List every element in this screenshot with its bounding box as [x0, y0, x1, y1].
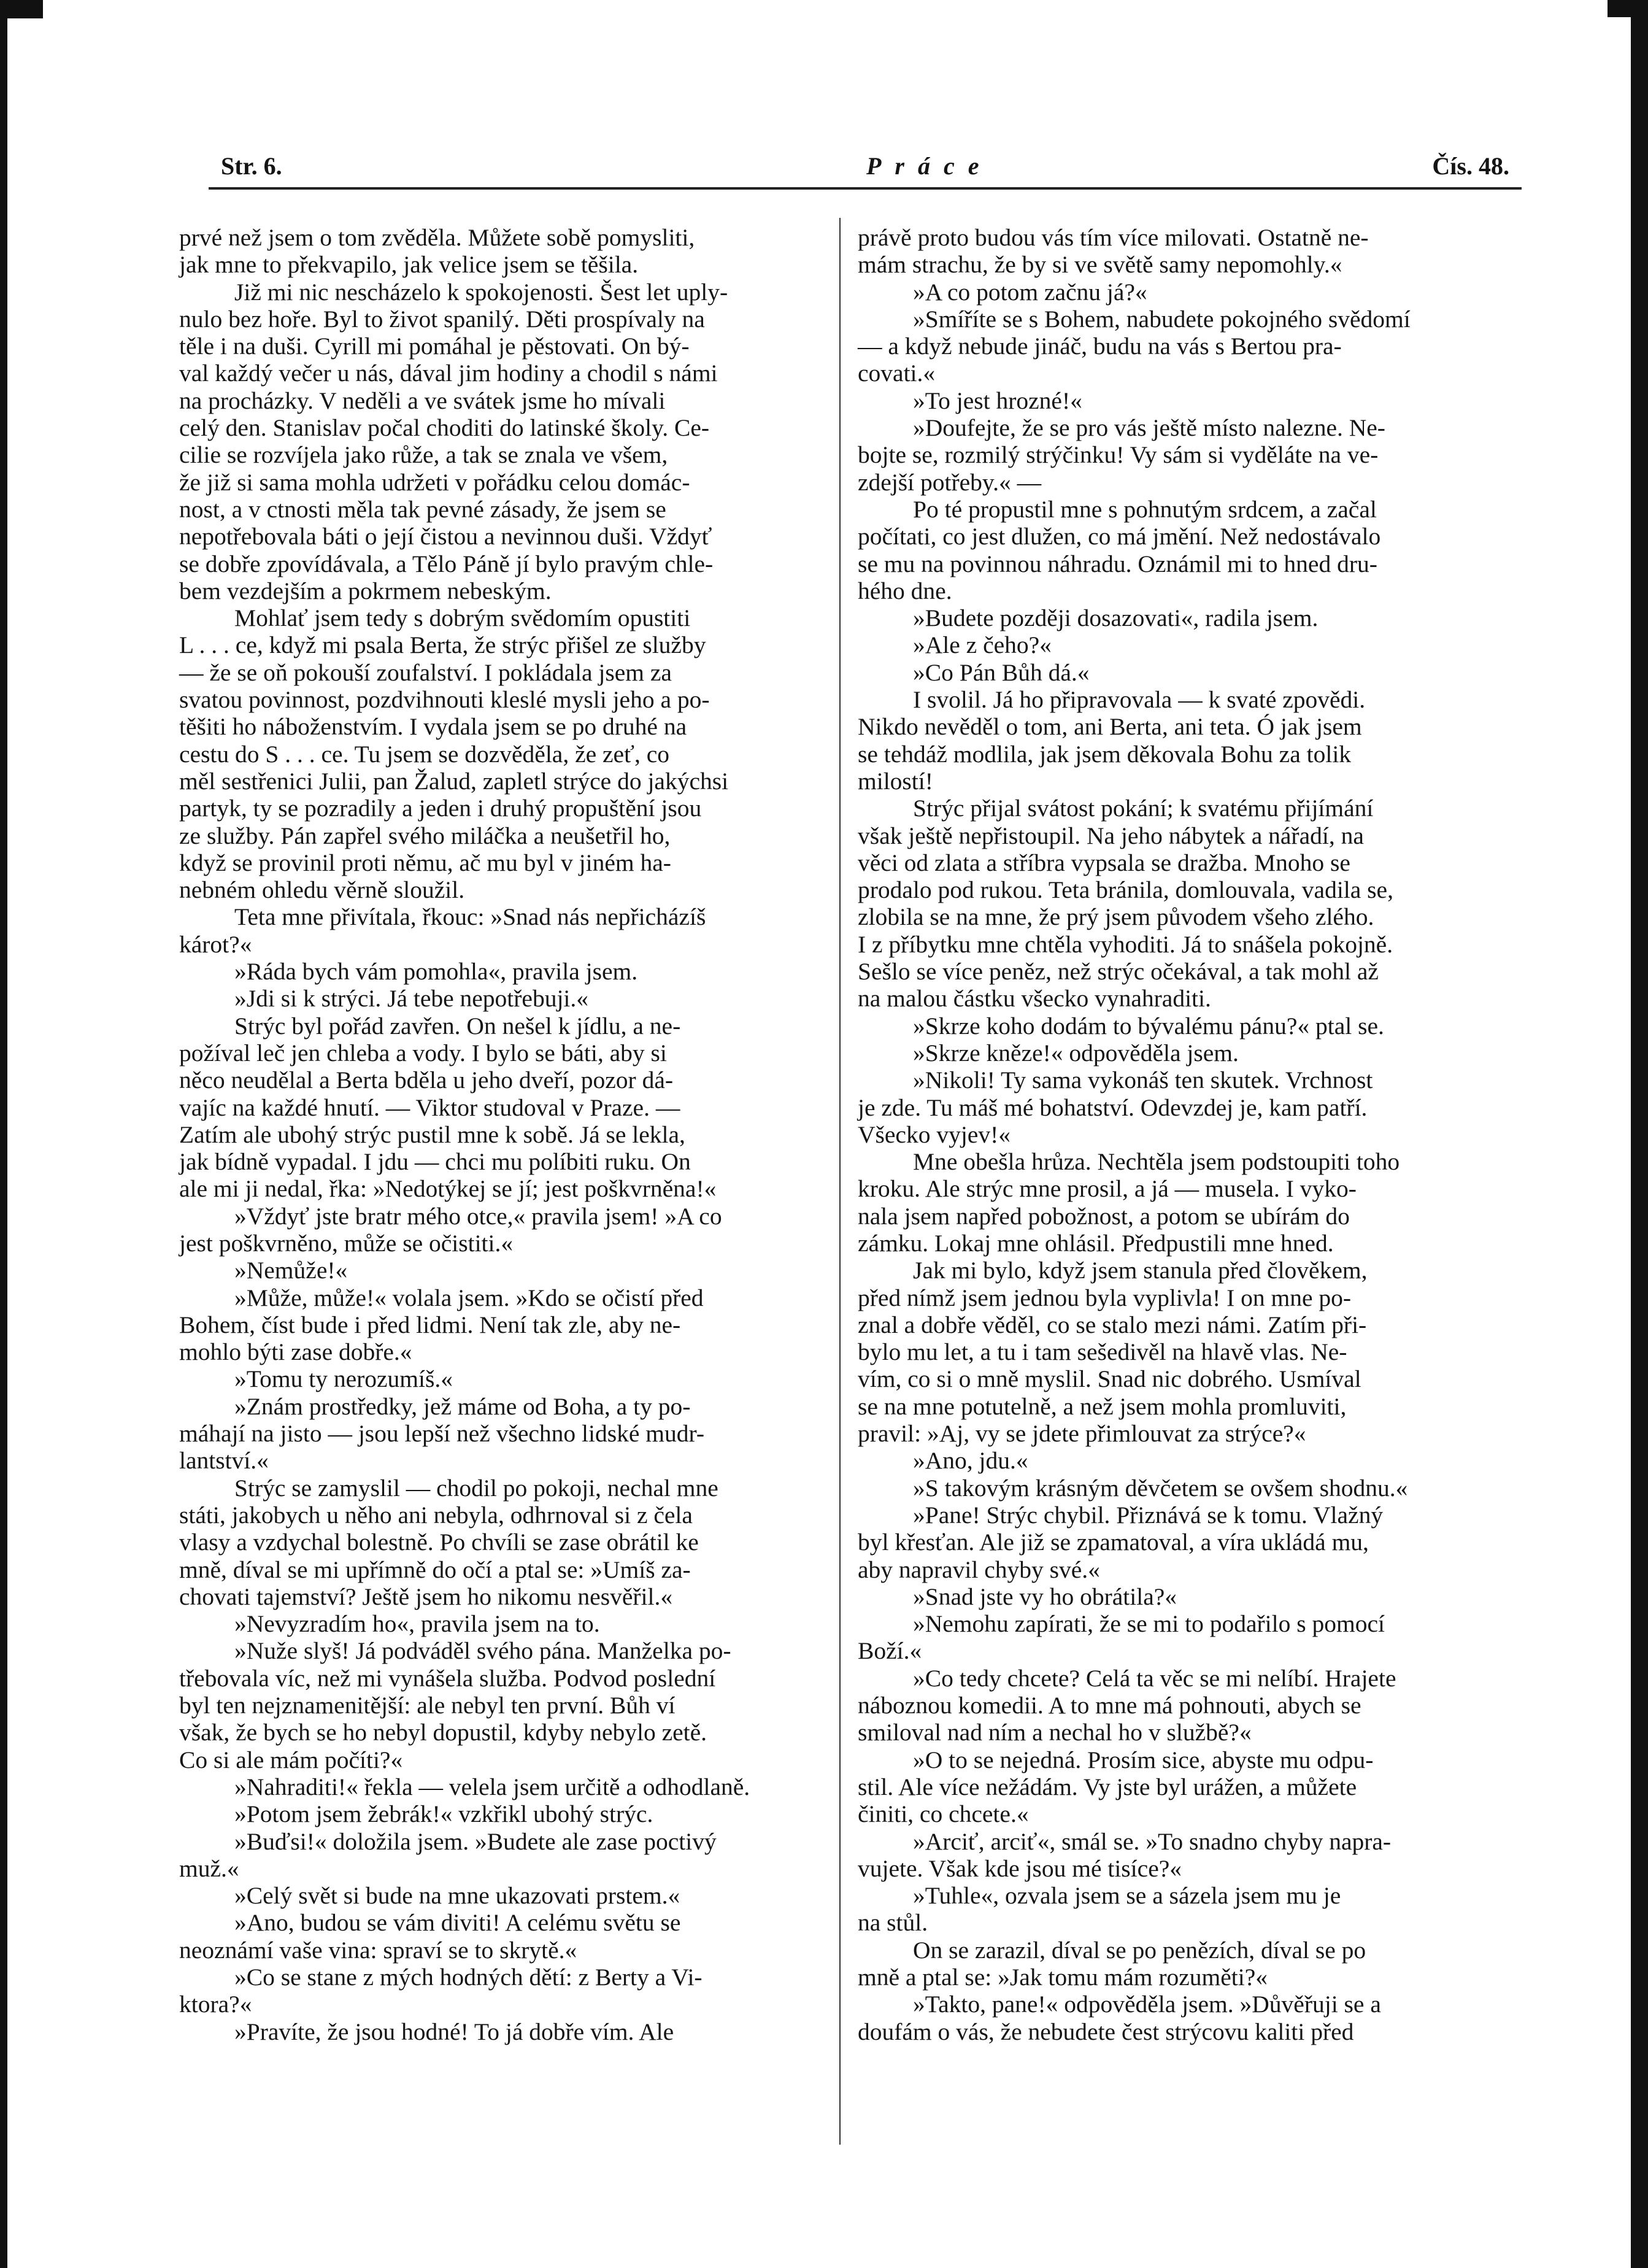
- text-line: aby napravil chyby své.«: [858, 1556, 1100, 1583]
- text-line: státi, jakobych u něho ani nebyla, odhrnoval si z čela: [179, 1501, 693, 1529]
- text-line: cestu do S . . . ce. Tu jsem se dozvěděla, že zeť, co: [179, 740, 669, 768]
- scan-corner-top-left: [0, 0, 43, 18]
- text-line: »Znám prostředky, jež máme od Boha, a ty po-: [234, 1392, 691, 1420]
- issue-number: Čís. 48.: [1432, 152, 1509, 180]
- text-line: zámku. Lokaj mne ohlásil. Předpustili mne hned.: [858, 1229, 1334, 1257]
- text-line: »Pravíte, že jsou hodné! To já dobře vím. Ale: [234, 2018, 674, 2045]
- text-line: stil. Ale více nežádám. Vy jste byl urážen, a můžete: [858, 1773, 1357, 1800]
- text-line: bem vezdejším a pokrmem nebeským.: [179, 577, 552, 604]
- text-line: ktora?«: [179, 1991, 252, 2018]
- text-line: bojte se, rozmilý strýčinku! Vy sám si vyděláte na ve-: [858, 441, 1379, 469]
- text-line: že již si sama mohla udržeti v pořádku celou domác-: [179, 468, 690, 496]
- text-line: partyk, ty se pozradily a jeden i druhý propuštění jsou: [179, 795, 702, 822]
- text-line: »To jest hrozné!«: [913, 387, 1082, 414]
- text-line: »Budete později dosazovati«, radila jsem.: [913, 604, 1319, 632]
- text-line: »Celý svět si bude na mne ukazovati prstem.«: [234, 1882, 680, 1910]
- scan-corner-top-right: [1608, 0, 1648, 17]
- text-line: chovati tajemství? Ještě jsem ho nikomu nesvěřil.«: [179, 1583, 673, 1610]
- text-line: však ještě nepřistoupil. Na jeho nábytek a nářadí, na: [858, 822, 1364, 849]
- text-line: »Pane! Strýc chybil. Přiznává se k tomu. Vlažný: [913, 1501, 1384, 1529]
- header-rule: [209, 187, 1522, 190]
- text-line: nost, a v ctnosti měla tak pevné zásady, že jsem se: [179, 495, 666, 523]
- text-line: vím, co si o mně myslil. Snad nic dobrého. Usmíval: [858, 1365, 1361, 1393]
- text-line: cilie se rozvíjela jako růže, a tak se znala ve všem,: [179, 441, 668, 469]
- text-line: Již mi nic nescházelo k spokojenosti. Šest let uply-: [234, 278, 728, 306]
- left-column: [179, 224, 842, 2045]
- text-line: »Nevyzradím ho«, pravila jsem na to.: [234, 1610, 600, 1638]
- text-line: »Jdi si k strýci. Já tebe nepotřebuji.«: [234, 985, 589, 1012]
- scan-border-right: [1631, 0, 1648, 2268]
- text-line: měl sestřenici Julii, pan Žalud, zapletl strýce do jakýchsi: [179, 767, 729, 795]
- text-line: byl ten nejznamenitější: ale nebyl ten první. Bůh ví: [179, 1692, 676, 1719]
- text-line: »Smíříte se s Bohem, nabudete pokojného svědomí: [913, 305, 1411, 333]
- text-line: I svolil. Já ho připravovala — k svaté zpovědi.: [913, 686, 1366, 714]
- text-line: Bohem, číst bude i před lidmi. Není tak zle, aby ne-: [179, 1311, 681, 1338]
- text-line: nebném ohledu věrně sloužil.: [179, 876, 465, 904]
- text-line: těšiti ho náboženstvím. I vydala jsem se po druhé na: [179, 713, 687, 741]
- text-line: »Doufejte, že se pro vás ještě místo nalezne. Ne-: [913, 414, 1385, 442]
- text-line: třebovala víc, než mi vynášela služba. Podvod poslední: [179, 1664, 716, 1692]
- text-line: ale mi ji nedal, řka: »Nedotýkej se jí; jest poškvrněna!«: [179, 1175, 717, 1203]
- text-line: doufám o vás, že nebudete čest strýcovu kaliti před: [858, 2018, 1354, 2045]
- text-line: Sešlo se více peněz, než strýc očekával, a tak mohl až: [858, 958, 1379, 986]
- text-line: se mu na povinnou náhradu. Oznámil mi to hned dru-: [858, 550, 1377, 577]
- text-line: »Skrze koho dodám to bývalému pánu?« ptal se.: [913, 1012, 1384, 1040]
- text-line: mohlo býti zase dobře.«: [179, 1338, 412, 1366]
- text-line: náboznou komedii. A to mne má pohnouti, abych se: [858, 1692, 1361, 1719]
- text-line: je zde. Tu máš mé bohatství. Odevzdej je, kam patří.: [858, 1094, 1368, 1121]
- text-line: »Ano, budou se vám diviti! A celému světu se: [234, 1909, 681, 1937]
- text-line: jest poškvrněno, může se očistiti.«: [179, 1229, 514, 1257]
- text-line: byl křesťan. Ale již se zpamatoval, a víra ukládá mu,: [858, 1529, 1369, 1556]
- text-line: I z příbytku mne chtěla vyhoditi. Já to snášela pokojně.: [858, 930, 1393, 958]
- text-line: však, že bych se ho nebyl dopustil, kdyby nebylo zetě.: [179, 1719, 707, 1746]
- text-line: když se provinil proti němu, ač mu byl v jiném ha-: [179, 849, 671, 876]
- text-line: milostí!: [858, 767, 933, 795]
- text-line: počítati, co jest dlužen, co má jmění. Než nedostávalo: [858, 523, 1381, 550]
- text-line: Teta mne přivítala, řkouc: »Snad nás nepřicházíš: [234, 903, 706, 931]
- text-line: ze služby. Pán zapřel svého miláčka a neušetřil ho,: [179, 822, 671, 849]
- text-line: val každý večer u nás, dával jim hodiny a chodil s námi: [179, 360, 718, 387]
- text-line: znal a dobře věděl, co se stalo mezi námi. Zatím při-: [858, 1311, 1367, 1338]
- text-line: »Co Pán Bůh dá.«: [913, 658, 1090, 686]
- text-line: »Ale z čeho?«: [913, 631, 1052, 659]
- text-line: »Skrze kněze!« odpověděla jsem.: [913, 1039, 1239, 1066]
- text-line: kroku. Ale strýc mne prosil, a já — musela. I vyko-: [858, 1175, 1357, 1203]
- text-line: covati.«: [858, 360, 936, 387]
- text-line: jak mne to překvapilo, jak velice jsem se těšila.: [179, 251, 639, 279]
- text-line: vlasy a vzdychal bolestně. Po chvíli se zase obrátil ke: [179, 1529, 699, 1556]
- text-line: lantství.«: [179, 1447, 269, 1475]
- text-line: se tehdáž modlila, jak jsem děkovala Bohu za tolik: [858, 740, 1352, 768]
- text-line: »Potom jsem žebrák!« vzkřikl ubohý strýc.: [234, 1800, 653, 1828]
- text-line: celý den. Stanislav počal choditi do latinské školy. Ce-: [179, 414, 710, 442]
- text-line: Boží.«: [858, 1637, 922, 1665]
- text-line: — že se oň pokouší zoufalství. I pokládala jsem za: [179, 658, 672, 686]
- text-line: Co si ale mám počíti?«: [179, 1746, 403, 1773]
- text-line: Mne obešla hrůza. Nechtěla jsem podstoupiti toho: [913, 1148, 1400, 1176]
- text-line: »O to se nejedná. Prosím sice, abyste mu odpu-: [913, 1746, 1374, 1773]
- text-line: »Nemůže!«: [234, 1257, 348, 1284]
- text-line: právě proto budou vás tím více milovati. Ostatně ne-: [858, 224, 1369, 251]
- text-line: prvé než jsem o tom zvěděla. Můžete sobě pomysliti,: [179, 224, 695, 251]
- text-line: prodalo pod rukou. Teta bránila, domlouvala, vadila se,: [858, 876, 1393, 904]
- text-line: »Takto, pane!« odpověděla jsem. »Důvěřuji se a: [913, 1991, 1381, 2018]
- text-line: mně, díval se mi upřímně do očí a ptal se: »Umíš za-: [179, 1556, 691, 1583]
- column-divider: [839, 218, 841, 2145]
- text-line: bylo mu let, a tu i tam sešedivěl na hlavě vlas. Ne-: [858, 1338, 1347, 1366]
- text-line: »Tuhle«, ozvala jsem se a sázela jsem mu je: [913, 1882, 1341, 1910]
- text-line: »Nemohu zapírati, že se mi to podařilo s pomocí: [913, 1610, 1385, 1638]
- text-line: »Ráda bych vám pomohla«, pravila jsem.: [234, 958, 638, 986]
- text-line: požíval leč jen chleba a vody. I bylo se báti, aby si: [179, 1039, 667, 1066]
- text-line: nulo bez hoře. Byl to život spanilý. Děti prospívaly na: [179, 305, 705, 333]
- text-line: »Co se stane z mých hodných dětí: z Berty a Vi-: [234, 1964, 703, 1991]
- text-line: L . . . ce, když mi psala Berta, že strýc přišel ze služby: [179, 631, 706, 659]
- text-line: Nikdo nevěděl o tom, ani Berta, ani teta. Ó jak jsem: [858, 713, 1362, 741]
- text-line: neoznámí vaše vina: spraví se to skrytě.«: [179, 1936, 577, 1964]
- scan-border-left: [0, 0, 7, 2268]
- text-line: Jak mi bylo, když jsem stanula před člověkem,: [913, 1257, 1368, 1284]
- newspaper-title: Práce: [866, 152, 993, 180]
- text-line: činiti, co chcete.«: [858, 1800, 1029, 1828]
- text-line: károt?«: [179, 930, 252, 958]
- text-line: »Může, může!« volala jsem. »Kdo se očistí před: [234, 1284, 704, 1311]
- text-line: »Nikoli! Ty sama vykonáš ten skutek. Vrchnost: [913, 1066, 1373, 1094]
- text-line: něco neudělal a Berta bděla u jeho dveří, pozor dá-: [179, 1066, 674, 1094]
- text-line: Strýc se zamyslil — chodil po pokoji, nechal mne: [234, 1474, 718, 1502]
- text-line: »Co tedy chcete? Celá ta věc se mi nelíbí. Hrajete: [913, 1664, 1396, 1692]
- text-line: se dobře zpovídávala, a Tělo Páně jí bylo pravým chle-: [179, 550, 714, 577]
- right-column: [858, 224, 1520, 2045]
- text-line: muž.«: [179, 1854, 239, 1882]
- text-line: před nímž jsem jednou byla vyplivla! I on mne po-: [858, 1284, 1352, 1311]
- text-line: nepotřebovala báti o její čistou a nevinnou duši. Vždyť: [179, 523, 712, 550]
- text-line: mám strachu, že by si ve světě samy nepomohly.«: [858, 251, 1342, 279]
- page-header: [209, 146, 1522, 184]
- text-line: — a když nebude jináč, budu na vás s Bertou pra-: [858, 333, 1342, 360]
- text-line: se na mne potutelně, a než jsem mohla promluviti,: [858, 1392, 1347, 1420]
- text-line: vujete. Však kde jsou mé tisíce?«: [858, 1854, 1182, 1882]
- text-line: na stůl.: [858, 1909, 928, 1937]
- text-line: zlobila se na mne, že prý jsem původem všeho zlého.: [858, 903, 1374, 931]
- text-line: na procházky. V neděli a ve svátek jsme ho mívali: [179, 387, 666, 414]
- text-line: Mohlať jsem tedy s dobrým svědomím opustiti: [234, 604, 691, 632]
- text-line: »Buďsi!« doložila jsem. »Budete ale zase poctivý: [234, 1827, 717, 1855]
- text-line: jak bídně vypadal. I jdu — chci mu políbiti ruku. On: [179, 1148, 691, 1176]
- text-line: věci od zlata a stříbra vypsala se dražba. Mnoho se: [858, 849, 1350, 876]
- text-line: »Nahraditi!« řekla — velela jsem určitě a odhodlaně.: [234, 1773, 750, 1800]
- text-line: »Tomu ty nerozumíš.«: [234, 1365, 453, 1393]
- text-line: Zatím ale ubohý strýc pustil mne k sobě. Já se lekla,: [179, 1120, 685, 1148]
- text-line: »Arciť, arciť«, smál se. »To snadno chyby napra-: [913, 1827, 1392, 1855]
- text-line: těle i na duši. Cyrill mi pomáhal je pěstovati. On bý-: [179, 333, 690, 360]
- text-line: máhají na jisto — jsou lepší než všechno lidské mudr-: [179, 1420, 704, 1448]
- text-line: vajíc na každé hnutí. — Viktor studoval v Praze. —: [179, 1094, 680, 1121]
- text-line: »Ano, jdu.«: [913, 1447, 1028, 1475]
- page-number: Str. 6.: [221, 152, 282, 180]
- text-line: Strýc přijal svátost pokání; k svatému přijímání: [913, 795, 1374, 822]
- text-line: »S takovým krásným děvčetem se ovšem shodnu.«: [913, 1474, 1408, 1502]
- text-line: pravil: »Aj, vy se jdete přimlouvat za strýce?«: [858, 1420, 1306, 1448]
- text-line: hého dne.: [858, 577, 952, 604]
- text-line: zdejší potřeby.« —: [858, 468, 1042, 496]
- text-line: smiloval nad ním a nechal ho v službě?«: [858, 1719, 1252, 1746]
- text-line: na malou částku všecko vynahraditi.: [858, 985, 1211, 1012]
- text-line: On se zarazil, díval se po penězích, díval se po: [913, 1936, 1366, 1964]
- text-line: Po té propustil mne s pohnutým srdcem, a začal: [913, 495, 1377, 523]
- text-line: »Vždyť jste bratr mého otce,« pravila jsem! »A co: [234, 1202, 722, 1230]
- text-line: »Nuže slyš! Já podváděl svého pána. Manželka po-: [234, 1637, 731, 1665]
- text-line: »Snad jste vy ho obrátila?«: [913, 1583, 1177, 1610]
- text-line: Všecko vyjev!«: [858, 1120, 1011, 1148]
- text-line: mně a ptal se: »Jak tomu mám rozuměti?«: [858, 1964, 1268, 1991]
- text-line: Strýc byl pořád zavřen. On nešel k jídlu, a ne-: [234, 1012, 681, 1040]
- text-line: »A co potom začnu já?«: [913, 278, 1147, 306]
- text-line: nala jsem napřed pobožnost, a potom se ubírám do: [858, 1202, 1350, 1230]
- text-line: svatou povinnost, pozdvihnouti kleslé mysli jeho a po-: [179, 686, 710, 714]
